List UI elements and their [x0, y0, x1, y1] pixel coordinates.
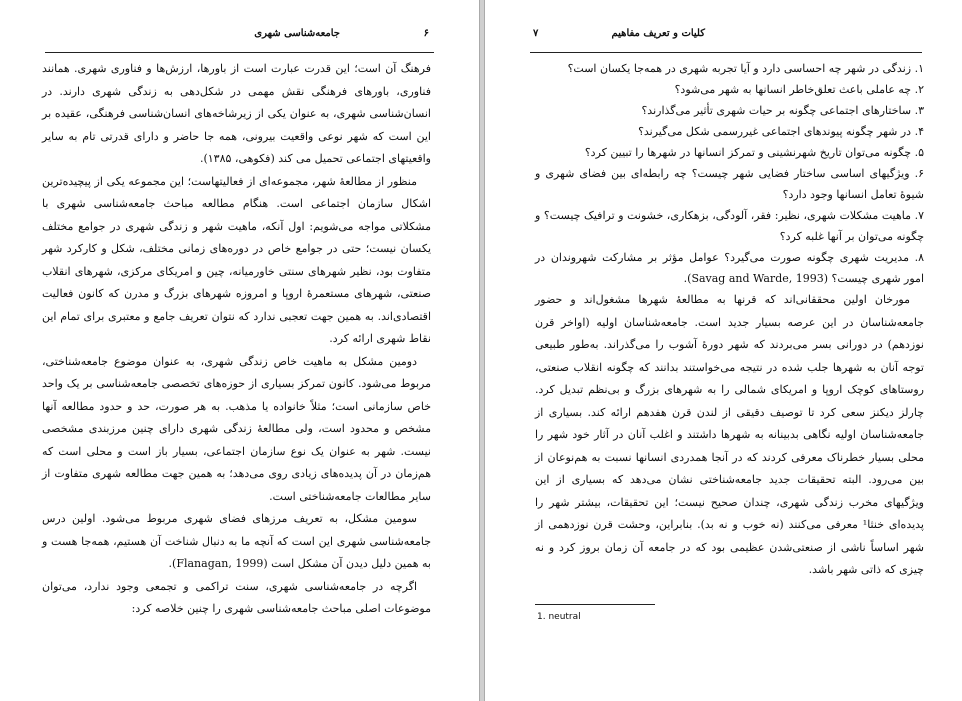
right-paragraph: مورخان اولین محققانی‌اند که قرنها به مطالعهٔ شهرها مشغول‌اند و حضور جامعه‌شناسان در این عرصه بسیار جدید است. جامعه‌شناسان اولیه (اواخر قرن نوزدهم) در دورانی بسر می‌بردند که شهر دورهٔ آشوب را می‌گذراند. به‌طور طبیعی توجه آنان به شهرها جلب شده در نتیجه می‌خواستند بدانند که چگونه انقلاب صنعتی، روستاهای کوچک اروپا و امریکای شمالی را به شهرهای بزرگ و بی‌نظم تبدیل کرد. چارلز دیکنز سعی کرد تا توصیف دقیقی از لندن قرن هفدهم ارائه کند. بسیاری از جامعه‌شناسان اولیه نگاهی بدبینانه به شهرها داشتند و اغلب آنان در آثار خود شهر را محلی بسیار خطرناک معرفی کردند که در آنجا همدردی انسانها نسبت به هم‌نوعان از بین می‌رود. البته تحقیقات جدید جامعه‌شناختی نشان می‌دهد که بسیاری از این ویژگیهای مخرب زندگی شهری، چندان صحیح نیست؛ این تحقیقات، بیشتر شهر را پدیده‌ای خنثا¹ معرفی می‌کنند (نه خوب و نه بد). بنابراین، وحشت قرن نوزدهمی از شهر اساساً ناشی از صنعتی‌شدن عظیمی بود که در جامعه آن زمان بروز کرد و نه چیزی که ذاتی شهر باشد. — [535, 293, 924, 576]
right-question-list — [535, 58, 924, 582]
right-page — [484, 0, 962, 701]
list-item: ۱. زندگی در شهر چه احساسی دارد و آیا تجربه شهری در همه‌جا یکسان است؟ — [567, 62, 924, 75]
list-item: ۶. ویژگیهای اساسی ساختار فضایی شهر چیست؟ چه رابطه‌ای بین فضای شهری و شیوهٔ تعامل انسانها وجود دارد؟ — [535, 167, 924, 201]
left-page-number: ۶ — [423, 28, 429, 39]
footnote: 1. neutral — [537, 612, 581, 622]
list-item: ۸. مدیریت شهری چگونه صورت می‌گیرد؟ عوامل مؤثر بر مشارکت شهروندان در امور شهری چیست؟ (Savag and Warde, 1993). — [535, 251, 924, 285]
list-item: ۲. چه عاملی باعث تعلق‌خاطر انسانها به شهر می‌شود؟ — [674, 83, 924, 96]
left-paragraph: سومین مشکل، به تعریف مرزهای فضای شهری مربوط می‌شود. اولین درس جامعه‌شناسی شهری این است که آنچه ما به دنبال شناخت آن هستیم، همه‌جا هست و به همین دلیل دیدن آن مشکل است (Flanagan, 1999). — [42, 512, 431, 570]
list-item: ۵. چگونه می‌توان تاریخ شهرنشینی و تمرکز انسانها در شهرها را تبیین کرد؟ — [584, 146, 924, 159]
list-item: ۳. ساختارهای اجتماعی چگونه بر حیات شهری تأثیر می‌گذارند؟ — [641, 104, 924, 117]
left-paragraph: اگرچه در جامعه‌شناسی شهری، سنت تراکمی و تجمعی وجود ندارد، می‌توان موضوعات اصلی مباحث جامعه‌شناسی شهری را چنین خلاصه کرد: — [42, 579, 431, 615]
left-header-rule — [45, 52, 434, 53]
right-running-head: کلیات و تعریف مفاهیم — [611, 28, 705, 39]
right-page-number: ۷ — [533, 28, 539, 39]
left-body-text — [42, 58, 431, 621]
footnote-rule — [535, 604, 655, 605]
list-item: ۴. در شهر چگونه پیوندهای اجتماعی غیررسمی شکل می‌گیرند؟ — [638, 125, 924, 138]
left-page — [0, 0, 480, 701]
right-header-rule — [530, 52, 922, 53]
left-paragraph: منظور از مطالعهٔ شهر، مجموعه‌ای از فعالیتهاست؛ این مجموعه یکی از پیچیده‌ترین اشکال سازمان اجتماعی است. هنگام مطالعه مباحث جامعه‌شناسی شهری با مشکلاتی مواجه می‌شویم: اول آنکه، ماهیت شهر و زندگی شهری در جوامع مختلف یکسان نیست؛ حتی در جوامع خاص در دوره‌های زمانی مختلف، شکل و کارکرد شهر متفاوت بود، نظیر شهرهای سنتی خاورمیانه، چین و امریکای مرکزی، شهرهای انقلاب صنعتی، شهرهای مستعمرهٔ اروپا و امروزه شهرهای بزرگ و مدرن که کانون فعالیت اقتصادی‌اند. به همین جهت تعجبی ندارد که نتوان تعریف جامع و معتبری برای تمام این نقاط شهری ارائه کرد. — [42, 174, 431, 345]
left-paragraph: فرهنگ آن است؛ این قدرت عبارت است از باورها، ارزش‌ها و فناوری شهری. همانند فناوری، باورهای فرهنگی نقش مهمی در شکل‌دهی به زندگی شهری دارند. در انسان‌شناسی شهری، به عنوان یکی از زیرشاخه‌های انسان‌شناسی فرهنگی، عقیده بر این است که شهر نوعی واقعیت بیرونی، همه جا حاضر و دارای قدرتی تام به سایر واقعیتهای اجتماعی تحمیل می کند (فکوهی، ۱۳۸۵). — [42, 62, 431, 165]
left-running-head: جامعه‌شناسی شهری — [254, 28, 340, 39]
left-paragraph: دومین مشکل به ماهیت خاص زندگی شهری، به عنوان موضوع جامعه‌شناختی، مربوط می‌شود. کانون تمرکز بسیاری از حوزه‌های تخصصی جامعه‌شناسی بر یک واحد خاص سازمانی است؛ مثلاً خانواده یا مذهب. به هر صورت، حد و حدود مطالعه آنها مشخص و محدود است، ولی مطالعهٔ زندگی شهری دارای چنین مرزبندی مشخصی نیست. شهر به عنوان یک نوع سازمان اجتماعی، بسیار باز است و محلی است که هم‌زمان در آن پدیده‌های زیادی روی می‌دهد؛ به همین جهت مطالعه شهری متفاوت از سایر مطالعات جامعه‌شناختی است. — [42, 354, 431, 503]
list-item: ۷. ماهیت مشکلات شهری، نظیر: فقر، آلودگی، بزهکاری، خشونت و ترافیک چیست؟ و چگونه می‌توان بر آنها غلبه کرد؟ — [535, 209, 924, 243]
